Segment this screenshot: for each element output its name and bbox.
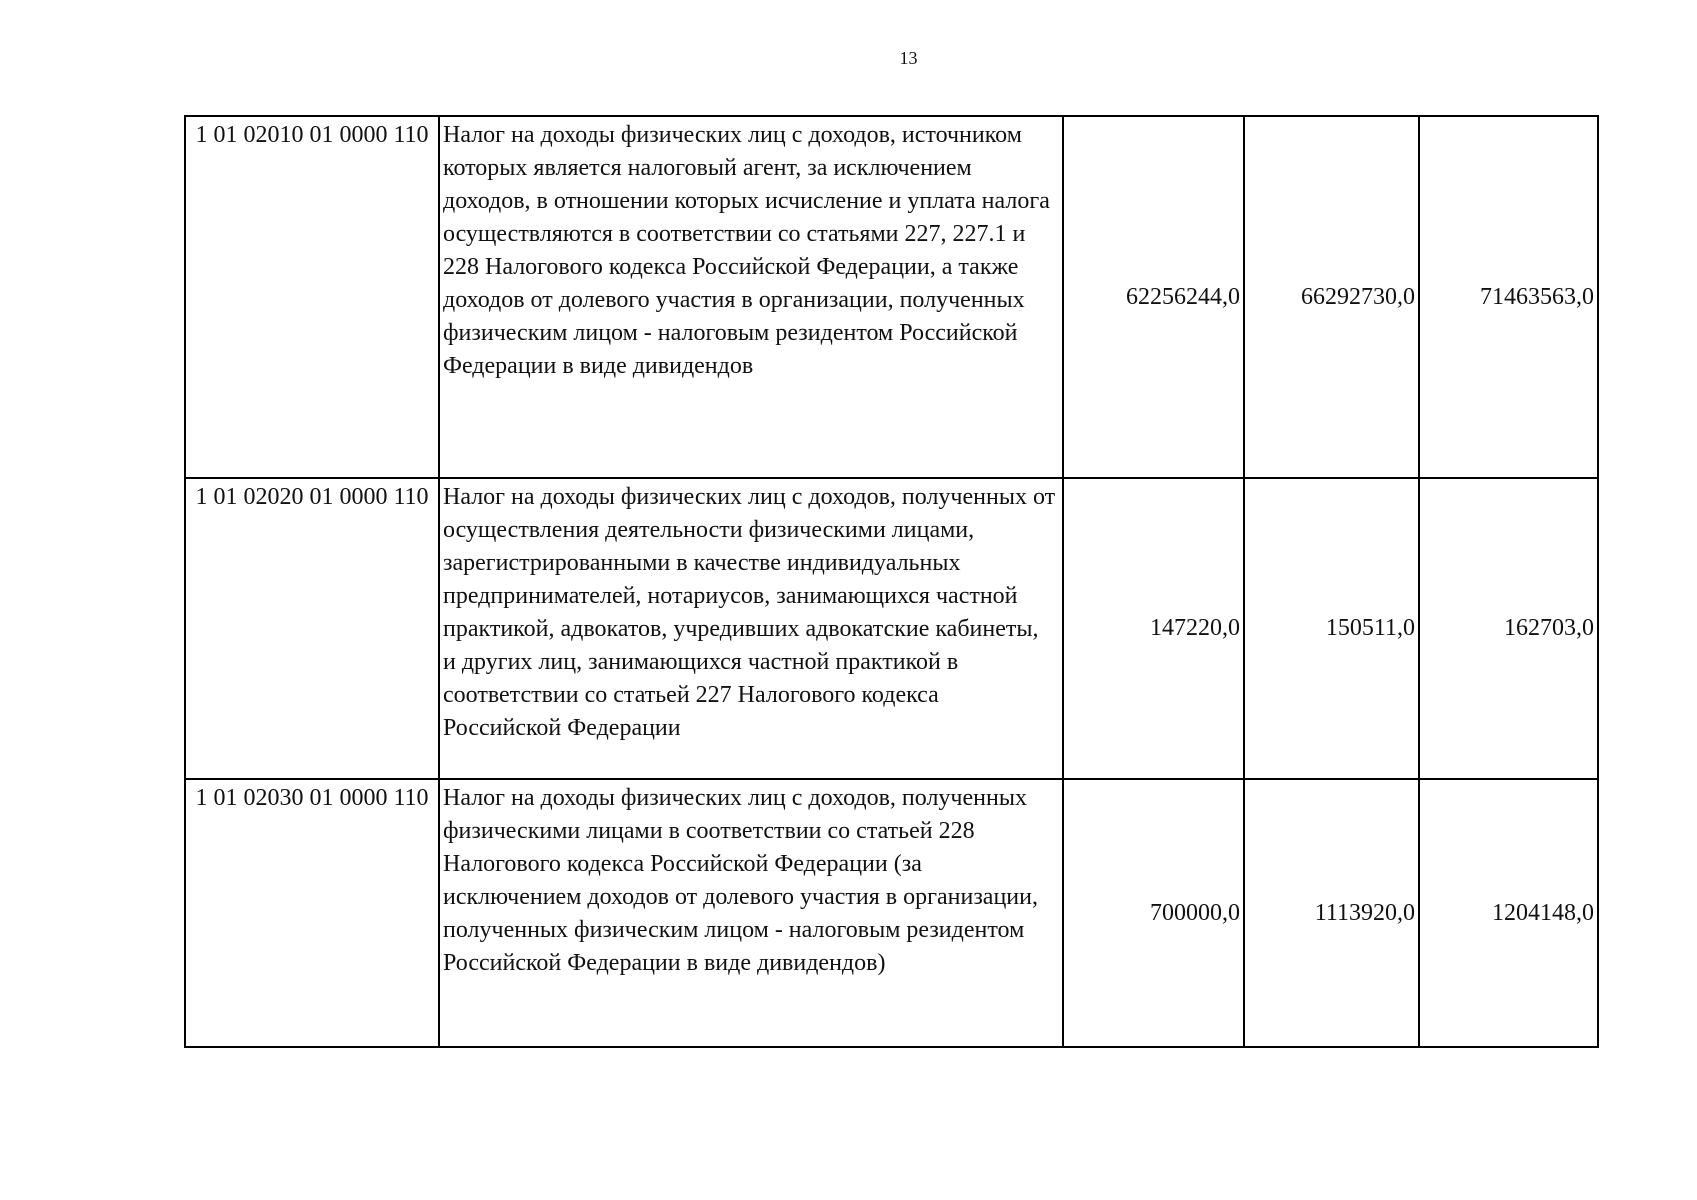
amount-year-1: 700000,0: [1063, 779, 1244, 1047]
revenue-table: [184, 115, 1599, 1048]
amount-year-2: 1113920,0: [1244, 779, 1419, 1047]
revenue-name: Налог на доходы физических лиц с доходов, полученных физическими лицами в соответствии со статьей 228 Налогового кодекса Российской Федерации (за исключением доходов от долевого участия в организации, полученных физическим лицом - налоговым резидентом Российской Федерации в виде дивидендов): [439, 779, 1063, 1047]
budget-classification-code: 1 01 02020 01 0000 110: [185, 478, 439, 779]
amount-year-3: 71463563,0: [1419, 116, 1598, 478]
table-row: [185, 478, 1598, 779]
amount-year-1: 147220,0: [1063, 478, 1244, 779]
amount-year-2: 66292730,0: [1244, 116, 1419, 478]
revenue-name: Налог на доходы физических лиц с доходов, полученных от осуществления деятельности физическими лицами, зарегистрированными в качестве индивидуальных предпринимателей, нотариусов, занимающихся частной практикой, адвокатов, учредивших адвокатские кабинеты, и других лиц, занимающихся частной практикой в соответствии со статьей 227 Налогового кодекса Российской Федерации: [439, 478, 1063, 779]
budget-classification-code: 1 01 02010 01 0000 110: [185, 116, 439, 478]
revenue-name: Налог на доходы физических лиц с доходов, источником которых является налоговый агент, за исключением доходов, в отношении которых исчисление и уплата налога осуществляются в соответствии со статьями 227, 227.1 и 228 Налогового кодекса Российской Федерации, а также доходов от долевого участия в организации, полученных физическим лицом - налоговым резидентом Российской Федерации в виде дивидендов: [439, 116, 1063, 478]
amount-year-1: 62256244,0: [1063, 116, 1244, 478]
budget-classification-code: 1 01 02030 01 0000 110: [185, 779, 439, 1047]
amount-year-3: 1204148,0: [1419, 779, 1598, 1047]
table-row: [185, 116, 1598, 478]
table-row: [185, 779, 1598, 1047]
page-number: 13: [899, 48, 918, 68]
amount-year-3: 162703,0: [1419, 478, 1598, 779]
amount-year-2: 150511,0: [1244, 478, 1419, 779]
